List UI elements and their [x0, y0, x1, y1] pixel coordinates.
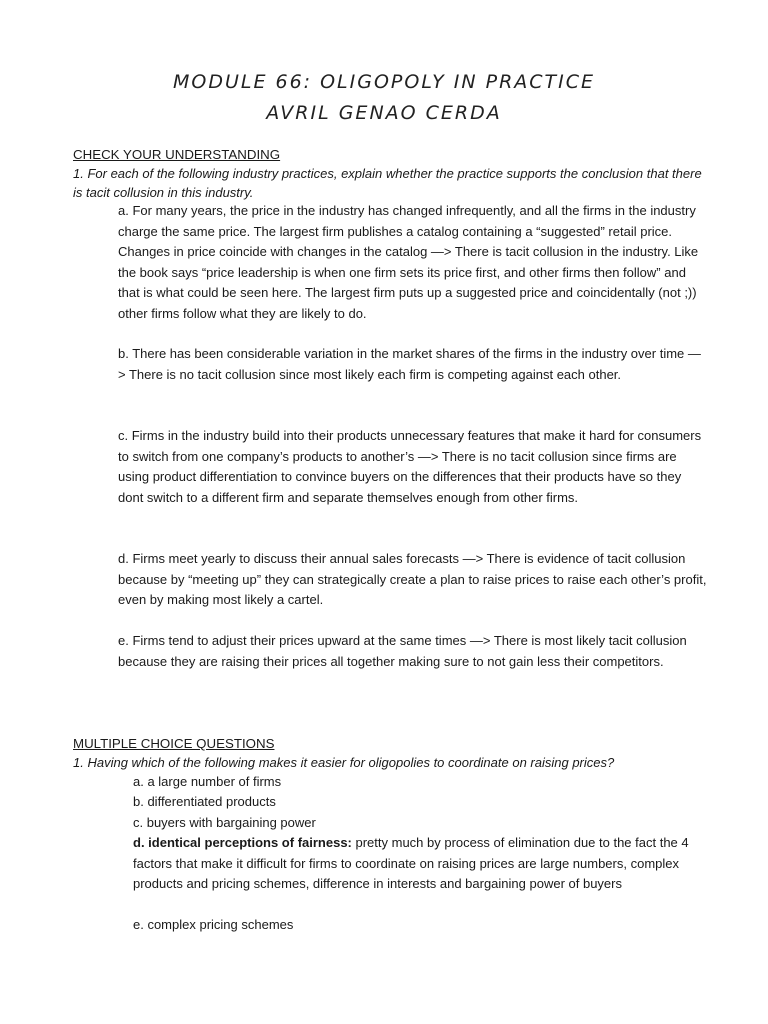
- option-a: a. a large number of firms: [133, 774, 282, 789]
- multiple-choice-heading: MULTIPLE CHOICE QUESTIONS: [73, 736, 275, 751]
- answer-item-c: c. Firms in the industry build into their products unnecessary features that make it hard for consumers to switch from one company’s products to another’s —> There is no tacit collusion since firms are using product differentiation to convince buyers on the differences that their products have so they dont switch to a different firm and separate themselves enough from other firms.: [118, 428, 702, 505]
- check-question: 1. For each of the following industry practices, explain whether the practice supports the conclusion that there is tacit collusion in this industry.: [73, 166, 702, 200]
- option-e: e. complex pricing schemes: [133, 917, 294, 932]
- option-c: c. buyers with bargaining power: [133, 815, 316, 830]
- option-d-explanation: pretty much by process of elimination due to the fact the 4 factors that make it difficult for firms to coordinate on raising prices are large numbers, complex products and pricing schemes, difference in interests and bargaining power of buyers: [133, 835, 689, 891]
- option-d-label: d. identical perceptions of fairness:: [133, 835, 352, 850]
- answer-item-d: d. Firms meet yearly to discuss their annual sales forecasts —> There is evidence of tacit collusion because by “meeting up” they can strategically create a plan to raise prices to raise each other’s profit, even by making most likely a cartel.: [118, 551, 707, 607]
- check-understanding-heading: CHECK YOUR UNDERSTANDING: [73, 147, 281, 162]
- answer-item-e: e. Firms tend to adjust their prices upward at the same times —> There is most likely tacit collusion because they are raising their prices all together making sure to not gain less their competitors.: [118, 633, 687, 669]
- answer-item-a: a. For many years, the price in the industry has changed infrequently, and all the firms in the industry charge the same price. The largest firm publishes a catalog containing a “suggested” retail price. Changes in price coincide with changes in the catalog —> There is tacit collusion in the industry. Like the book says “price leadership is when one firm sets its price first, and other firms then follow” and that is what could be seen here. The largest firm puts up a suggested price and coincidentally (not ;)) other firms follow what they are likely to do.: [118, 203, 699, 321]
- page-title: MODULE 66: OLIGOPOLY IN PRACTICE: [172, 71, 596, 93]
- option-d: [133, 833, 713, 895]
- option-b: b. differentiated products: [133, 794, 276, 809]
- author-name: AVRIL GENAO CERDA: [266, 102, 502, 124]
- mc-question: 1. Having which of the following makes it easier for oligopolies to coordinate on raising prices?: [73, 755, 615, 770]
- answer-item-b: b. There has been considerable variation in the market shares of the firms in the industry over time —> There is no tacit collusion since most likely each firm is competing against each other.: [118, 346, 701, 382]
